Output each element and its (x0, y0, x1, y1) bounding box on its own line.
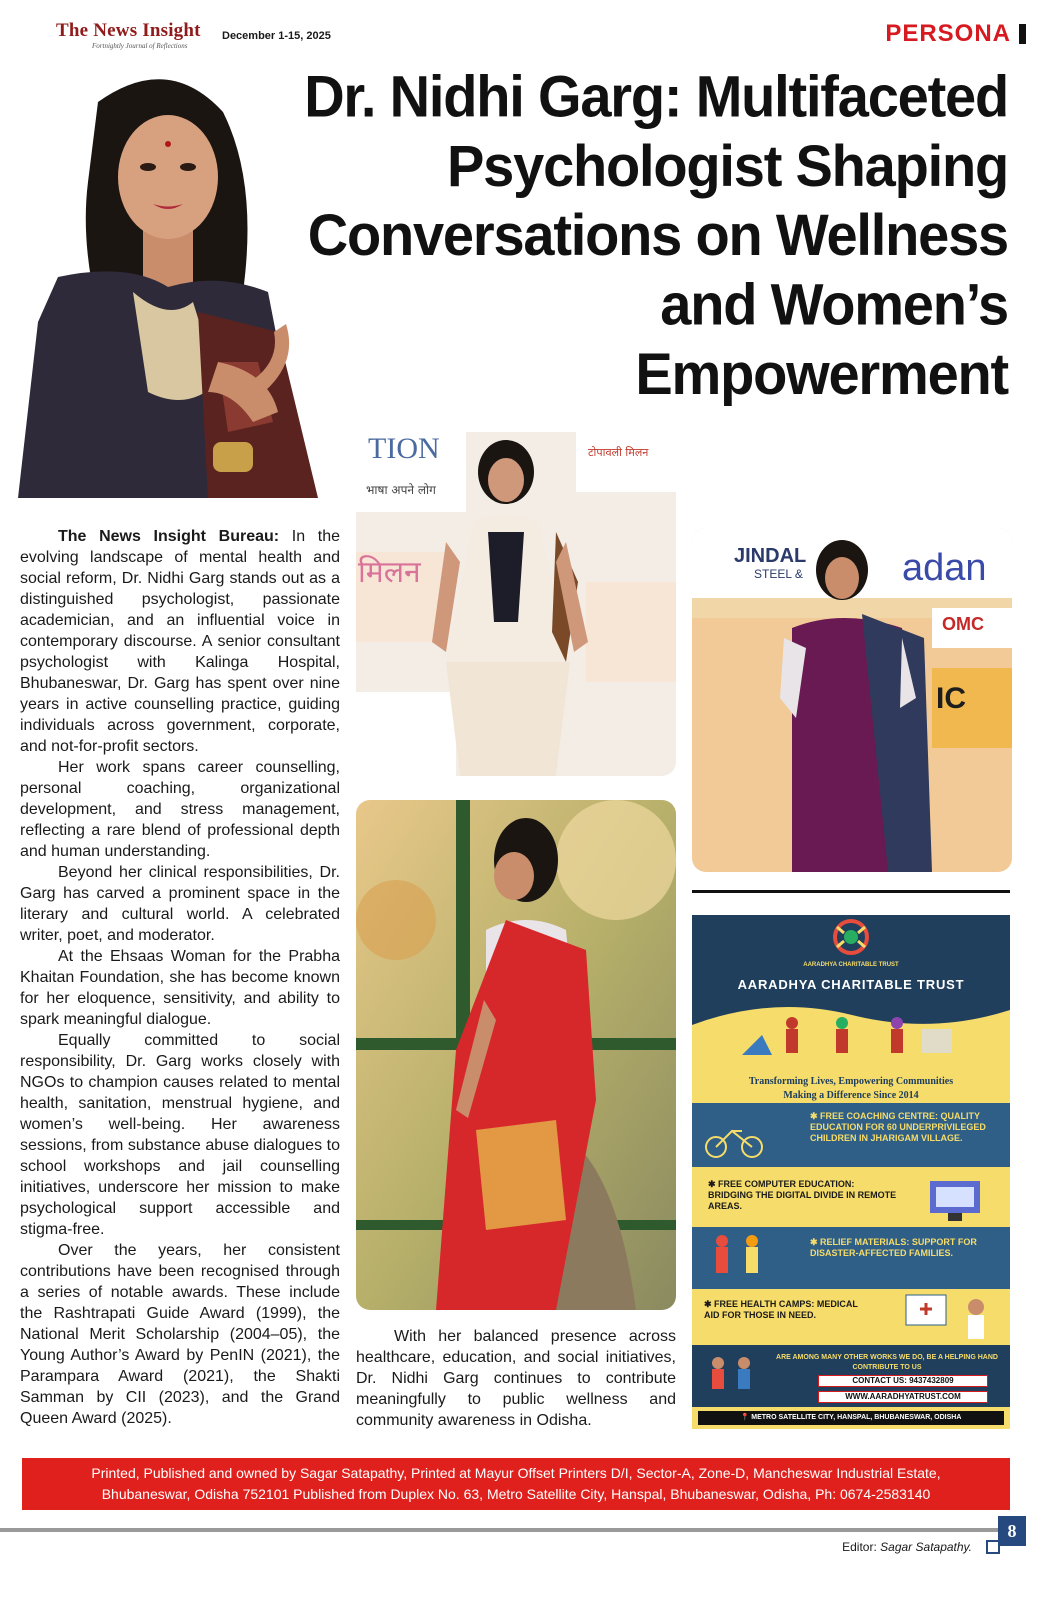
section-bar (1019, 24, 1026, 44)
imprint-line: Printed, Published and owned by Sagar Satapathy, Printed at Mayur Offset Printers D/I, Sector-A, Zone-D, Mancheswar Industrial Estate, (91, 1465, 941, 1481)
article-column-1 (20, 526, 340, 1429)
brand-tagline: Fortnightly Journal of Reflections (92, 42, 188, 50)
ad-address-text: METRO SATELLITE CITY, HANSPAL, BHUBANESWAR, ODISHA (751, 1414, 962, 1421)
ad-item-coaching (692, 1103, 1010, 1167)
headline-line: Conversations on Wellness (307, 201, 1008, 268)
editor-label: Editor: (842, 1540, 877, 1554)
sponsor-omc-text: OMC (942, 614, 984, 634)
sponsor-jindal-sub: STEEL & (754, 567, 803, 581)
photo-sponsor-backdrop (692, 528, 1012, 872)
ad-item-health (692, 1289, 1010, 1345)
photo-garden-portrait (356, 800, 676, 1310)
backdrop-hindi-text: भाषा अपने लोग (366, 483, 436, 497)
imprint-line: Bhubaneswar, Odisha 752101 Published from Duplex No. 63, Metro Satellite City, Hanspal, Bhubaneswar, Odisha, Ph: 0674-2583140 (101, 1486, 931, 1502)
photo-event-backdrop (356, 432, 676, 776)
brand-name: The News Insight (56, 20, 201, 41)
sponsor-ic-text: IC (936, 682, 966, 715)
ad-org-small: AARADHYA CHARITABLE TRUST (803, 962, 899, 968)
ad-phone: CONTACT US: 9437432809 (818, 1375, 988, 1387)
children-icon (698, 1345, 768, 1407)
editor-name: Sagar Satapathy. (880, 1540, 972, 1554)
editor-credit (842, 1540, 972, 1554)
page-number: 8 (998, 1516, 1026, 1546)
article-paragraph: Equally committed to social responsibility, Dr. Garg works closely with NGOs to champion causes related to mental health, sanitation, menstrual hygiene, and women’s well-being. Her awareness sessions, from substance abuse dialogues to school workshops and jail counselling initiatives, underscore her mission to make psychological support accessible and stigma-free. (20, 1032, 340, 1238)
article-paragraph: At the Ehsaas Woman for the Prabha Khaitan Foundation, she has become known for her eloquence, sensitivity, and ability to spark meaningful dialogue. (20, 948, 340, 1028)
footer-rule (0, 1528, 1000, 1532)
page-number-box (986, 1540, 1000, 1554)
headline-line: Dr. Nidhi Garg: Multifaceted (304, 63, 1008, 130)
ad-org-name: AARADHYA CHARITABLE TRUST (737, 977, 965, 992)
issue-date: December 1-15, 2025 (222, 30, 331, 42)
ad-address: 📍 METRO SATELLITE CITY, HANSPAL, BHUBANESWAR, ODISHA (698, 1411, 1004, 1425)
headline-line: Psychologist Shaping (447, 132, 1008, 199)
backdrop-logo-text: TION (368, 432, 440, 465)
column-divider (692, 890, 1010, 893)
sponsor-jindal-text: JINDAL (734, 545, 807, 567)
ad-slogan-line: Making a Difference Since 2014 (783, 1090, 919, 1101)
ad-item-text: ✱ FREE HEALTH CAMPS: MEDICAL AID FOR THOSE IN NEED. (704, 1299, 858, 1320)
volunteers-illustration-icon (692, 1015, 1010, 1065)
masthead-logo (56, 20, 216, 54)
backdrop-right-text: टोपावली मिलन (588, 446, 649, 459)
headline-line: Empowerment (635, 340, 1008, 407)
ad-item-text: ✱ FREE COMPUTER EDUCATION: BRIDGING THE DIGITAL DIVIDE IN REMOTE AREAS. (708, 1179, 897, 1211)
article-paragraph: Beyond her clinical responsibilities, Dr. Garg has carved a prominent space in the literary and cultural world. A celebrated writer, poet, and moderator. (20, 864, 340, 944)
ad-website: WWW.AARADHYATRUST.COM (818, 1391, 988, 1403)
backdrop-mid-text: मिलन (358, 555, 421, 590)
article-column-2 (356, 1326, 676, 1431)
ad-slogan-line: Transforming Lives, Empowering Communities (748, 1076, 954, 1087)
headline-line: and Women’s (660, 270, 1008, 338)
imprint-banner (22, 1458, 1010, 1510)
ad-item-computer (692, 1173, 1010, 1227)
article-paragraph: With her balanced presence across healthcare, education, and social initiatives, Dr. Nidhi Garg continues to contribute meaningfully to public wellness and community awareness in Odisha. (356, 1328, 676, 1429)
ad-contact-note: ARE AMONG MANY OTHER WORKS WE DO, BE A HELPING HAND CONTRIBUTE TO US (776, 1354, 998, 1371)
article-paragraph (20, 526, 340, 757)
ad-contact-band (692, 1345, 1010, 1407)
health-camp-icon (896, 1289, 1006, 1345)
section-label: PERSONA (885, 20, 1011, 47)
ad-item-text: ✱ FREE COACHING CENTRE: QUALITY EDUCATION FOR 60 UNDERPRIVILEGED CHILDREN IN JHARIGAM VILLAGE. (810, 1111, 986, 1143)
relief-people-icon (702, 1227, 782, 1289)
article-byline: The News Insight Bureau: (58, 528, 280, 545)
computer-icon (920, 1173, 1000, 1227)
ad-item-relief (692, 1227, 1010, 1289)
article-paragraph: Her work spans career counselling, personal coaching, organizational development, and stress management, reflecting a rare blend of professional depth and human understanding. (20, 759, 340, 860)
headline (248, 62, 1008, 408)
article-paragraph: Over the years, her consistent contributions have been recognised through a series of notable awards. These include the Rashtrapati Guide Award (1999), the National Merit Scholarship (2004–05), the Young Author’s Award by PenIN (2021), the Parampara Award (2021), the Shakti Samman by CII (2023), and the Grand Queen Award (2025). (20, 1242, 340, 1427)
hero-portrait (18, 62, 326, 498)
article-lead: In the evolving landscape of mental health and social reform, Dr. Nidhi Garg stands out as a distinguished psychologist, passionate academician, and an influential voice in contemporary discourse. A senior consultant psychologist with Kalinga Hospital, Bhubaneswar, Dr. Garg has spent over nine years in active counselling practice, guiding individuals across government, corporate, and not-for-profit sectors. (20, 528, 341, 755)
ad-slogan (692, 1075, 1010, 1103)
sponsor-adani-text: adan (902, 547, 987, 589)
ad-item-text: ✱ RELIEF MATERIALS: SUPPORT FOR DISASTER-AFFECTED FAMILIES. (810, 1237, 977, 1258)
trust-logo-icon (692, 915, 1010, 1030)
charity-advertisement (692, 915, 1010, 1429)
ad-header (692, 915, 1010, 1030)
bicycle-icon (696, 1103, 776, 1167)
section-tag (885, 20, 1026, 48)
